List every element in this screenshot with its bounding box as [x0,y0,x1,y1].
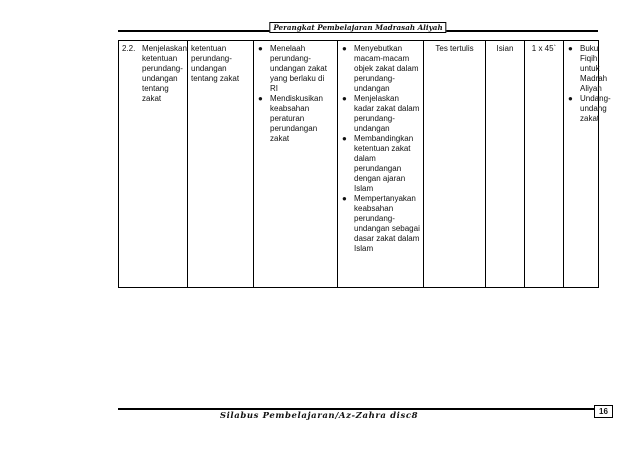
indicators-list [341,44,420,254]
learning-source-item-text: Buku Fiqih untuk Madrah Aliyah [580,44,608,93]
syllabus-table [118,40,611,288]
footer-title: Silabus Pembelajaran/Az-Zahra disc8 [219,411,419,421]
assessment-technique-cell: Tes tertulis [424,41,486,288]
bullet-icon: ● [342,194,347,203]
learning-sources-cell [564,41,611,288]
time-allocation-cell: 1 x 45` [525,41,564,288]
indicator-item-text: Mempertanyakan keabsahan perundang-undangan sebagai dasar zakat dalam Islam [354,194,420,253]
material-cell: ketentuan perundang-undangan tentang zakat [188,41,254,288]
bullet-icon: ● [258,44,263,53]
table-row [119,41,599,288]
basic-competence-cell [119,41,188,288]
learning-activity-item-text: Menelaah perundang-undangan zakat yang berlaku di RI [270,44,327,93]
footer-rule [118,408,596,410]
bullet-icon: ● [342,134,347,143]
bullet-icon: ● [342,44,347,53]
page-number: 16 [594,405,613,418]
indicator-item-text: Menyebutkan macam-macam objek zakat dalam perundang-undangan [354,44,419,93]
learning-activity-item [257,44,334,94]
learning-sources-list [567,44,611,124]
learning-source-item [567,94,611,124]
page-header [118,23,598,35]
indicator-item [341,44,420,94]
indicators-cell [338,41,424,288]
learning-source-item [567,44,608,94]
bullet-icon: ● [342,94,347,103]
bullet-icon: ● [568,44,573,53]
learning-activity-item-text: Mendiskusikan keabsahan peraturan perundangan zakat [270,94,323,143]
bullet-icon: ● [258,94,263,103]
indicator-item [341,134,420,194]
learning-source-item-text: Undang-undang zakat [580,94,611,123]
indicator-item [341,194,420,254]
competence-text: Menjelaskan ketentuan perundang-undangan tentang zakat [142,44,187,103]
competence-number: 2.2. [122,44,136,53]
indicator-item-text: Menjelaskan kadar zakat dalam perundang-undangan [354,94,420,133]
header-title: Perangkat Pembelajaran Madrasah Aliyah [269,22,446,33]
learning-activities-cell [254,41,338,288]
learning-activities-list [257,44,334,144]
indicator-item-text: Membandingkan ketentuan zakat dalam perundangan dengan ajaran Islam [354,134,414,193]
assessment-form-cell: Isian [486,41,525,288]
bullet-icon: ● [568,94,573,103]
indicator-item [341,94,420,134]
learning-activity-item [257,94,334,144]
